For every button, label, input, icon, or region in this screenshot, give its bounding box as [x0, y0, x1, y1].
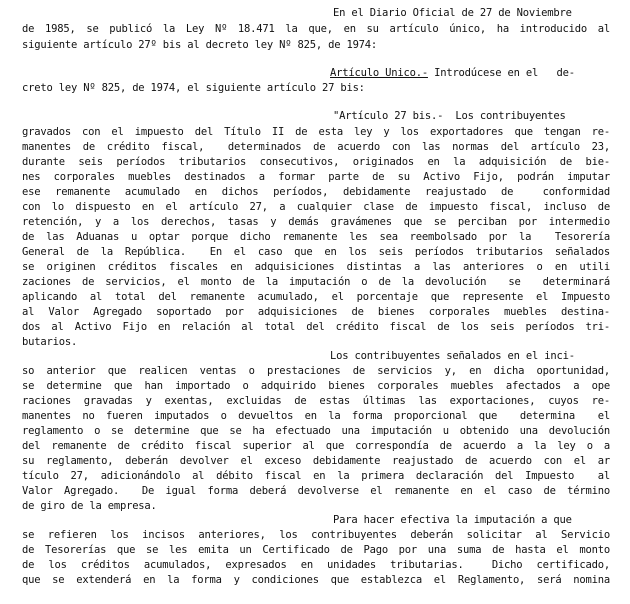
paragraph-3-line: zaciones de servicios, el monto de la imputación o de la devolución se determinará: [22, 276, 610, 288]
article-heading: Artículo Unico.-: [330, 67, 428, 79]
paragraph-4-line: Valor Agregado. De igual forma deberá devolverse el remanente en el caso de término: [22, 485, 610, 497]
paragraph-2-line: creto ley Nº 825, de 1974, el siguiente artículo 27 bis:: [22, 82, 365, 94]
paragraph-3-line: ese remanente acumulado en dichos períodos, debidamente reajustado de conformidad: [22, 186, 610, 198]
paragraph-5-line: de Tesorerías que se les emita un Certificado de Pago por una suma de hasta el monto: [22, 544, 610, 556]
article-heading-line: [330, 66, 610, 80]
paragraph-3-line: de las Aduanas u optar porque dicho remanente les sea reembolsado por la Tesorería: [22, 231, 610, 243]
paragraph-3-line: se originen créditos fiscales en adquisiciones distintas a las anteriores o en utili: [22, 261, 610, 273]
paragraph-3-line: gravados con el impuesto del Título II de esta ley y los exportadores que tengan re-: [22, 126, 610, 138]
paragraph-3-line: retención, y a los derechos, tasas y demás gravámenes que se perciban por intermedio: [22, 216, 610, 228]
paragraph-4-line: raciones gravadas y exentas, excluidas de estas últimas las exportaciones, cuyos re-: [22, 395, 610, 407]
paragraph-1-line: de 1985, se publicó la Ley Nº 18.471 la que, en su artículo único, ha introducido al: [22, 23, 610, 35]
paragraph-3-line: butarios.: [22, 336, 78, 348]
paragraph-4-line: reglamento o se determine que se ha efectuado una imputación u obtenido una devolución: [22, 425, 610, 437]
paragraph-3-line: aplicando al total del remanente acumulado, el porcentaje que represente el Impuesto: [22, 291, 610, 303]
paragraph-3-line: "Artículo 27 bis.- Los contribuyentes: [333, 110, 566, 122]
paragraph-3-line: dos al Activo Fijo en relación al total del crédito fiscal de los seis períodos tri-: [22, 321, 610, 333]
paragraph-3-line: nes corporales muebles destinados a formar parte de su Activo Fijo, podrán imputar: [22, 171, 610, 183]
paragraph-3-line: manentes de crédito fiscal, determinados de acuerdo con las normas del artículo 23,: [22, 141, 610, 153]
paragraph-3-line: al Valor Agregado soportado por adquisiciones de bienes corporales muebles destina-: [22, 306, 610, 318]
paragraph-4-line: Los contribuyentes señalados en el inci-: [330, 350, 575, 362]
paragraph-4-line: su reglamento, deberán devolver el exceso debidamente reajustado de acuerdo con el ar: [22, 455, 610, 467]
paragraph-4-line: tículo 27, adicionándolo al débito fiscal en la primera declaración del Impuesto al: [22, 470, 610, 482]
paragraph-4-line: se determine que han importado o adquirido bienes corporales muebles afectados a ope: [22, 380, 610, 392]
paragraph-5-line: Para hacer efectiva la imputación a que: [333, 514, 572, 526]
paragraph-5-line: se refieren los incisos anteriores, los contribuyentes deberán solicitar al Servicio: [22, 529, 610, 541]
paragraph-5-line: que se extenderá en la forma y condiciones que establezca el Reglamento, será nomina: [22, 574, 610, 586]
paragraph-3-line: con lo dispuesto en el artículo 27, a cualquier clase de impuesto fiscal, incluso de: [22, 201, 610, 213]
article-heading-rest: Introdúcese en el de-: [427, 67, 575, 79]
paragraph-4-line: de giro de la empresa.: [22, 500, 157, 512]
paragraph-4-line: del remanente de crédito fiscal superior al que correspondía de acuerdo a la ley o a: [22, 440, 610, 452]
paragraph-1-line: siguiente artículo 27º bis al decreto ley Nº 825, de 1974:: [22, 39, 378, 51]
paragraph-3-line: durante seis períodos tributarios consecutivos, originados en la adquisición de bie-: [22, 156, 610, 168]
paragraph-4-line: so anterior que realicen ventas o prestaciones de servicios y, en dicha oportunidad,: [22, 365, 610, 377]
paragraph-4-line: manentes no fueren imputados o devueltos en la forma proporcional que determina el: [22, 410, 610, 422]
paragraph-1-line: En el Diario Oficial de 27 de Noviembre: [333, 7, 572, 19]
paragraph-3-line: General de la República. En el caso que en los seis períodos tributarios señalados: [22, 246, 610, 258]
paragraph-5-line: de los créditos acumulados, expresados en unidades tributarias. Dicho certificado,: [22, 559, 610, 571]
